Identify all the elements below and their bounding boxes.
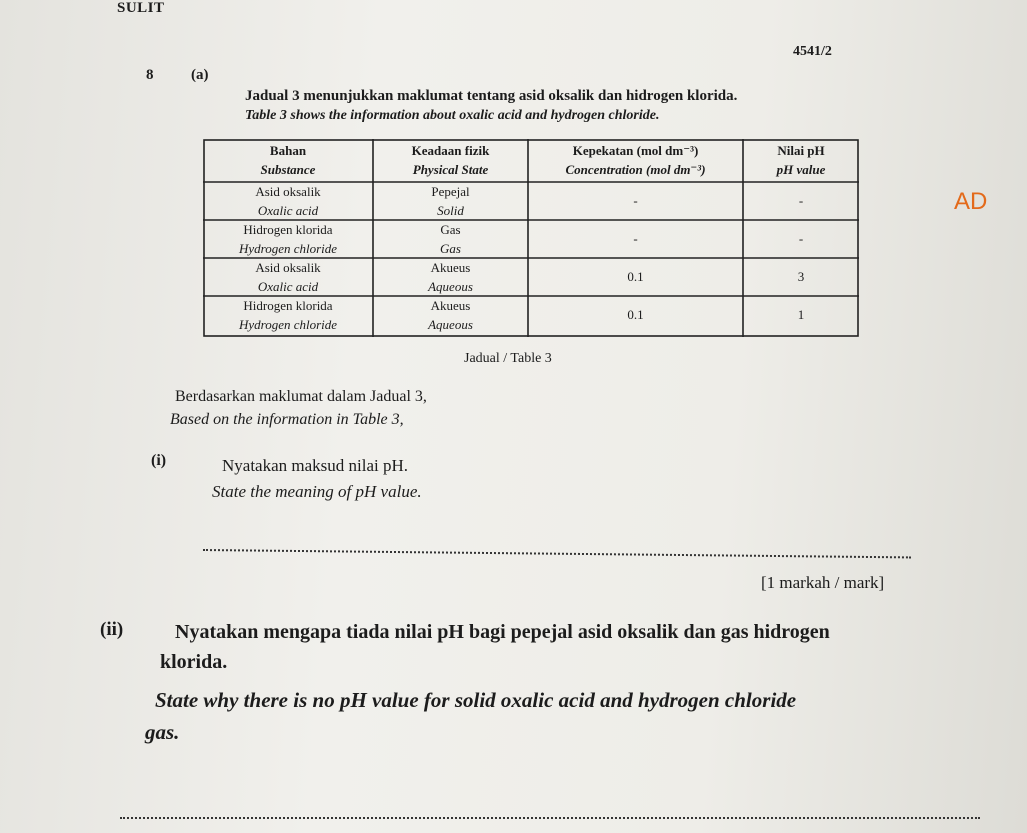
substance-ms: Asid oksalik xyxy=(255,260,321,275)
header-state-en: Physical State xyxy=(412,162,489,177)
substance-ms: Hidrogen klorida xyxy=(243,222,333,237)
based-on-english: Based on the information in Table 3, xyxy=(170,411,404,428)
side-page-fragment-text: AD xyxy=(954,188,988,215)
based-on-malay: Berdasarkan maklumat dalam Jadual 3, xyxy=(175,388,427,405)
header-substance-ms: Bahan xyxy=(269,143,307,158)
state-en: Aqueous xyxy=(428,279,473,294)
answer-line-part-i[interactable] xyxy=(203,549,911,558)
header-ph xyxy=(743,141,859,179)
state-ms: Gas xyxy=(440,222,461,237)
answer-line-part-ii[interactable] xyxy=(120,817,980,819)
table-row-3-ph: 3 xyxy=(797,269,805,284)
substance-en: Oxalic acid xyxy=(257,203,319,218)
data-table xyxy=(203,139,859,337)
table-row-3-state xyxy=(373,258,528,296)
table-row-1-concentration: - xyxy=(633,193,638,208)
part-i-marks: [1 markah / mark] xyxy=(761,573,885,592)
table-row-2-ph: - xyxy=(798,231,804,246)
table-row-2-concentration: - xyxy=(633,231,638,246)
state-en: Solid xyxy=(437,203,464,218)
question-intro-english: Table 3 shows the information about oxalic acid and hydrogen chloride. xyxy=(245,108,660,123)
part-ii-question-malay-line1: Nyatakan mengapa tiada nilai pH bagi pepejal asid oksalik dan gas hidrogen xyxy=(175,621,830,643)
header-ph-en: pH value xyxy=(776,162,826,177)
table-row-1-state xyxy=(373,182,528,220)
header-state xyxy=(373,141,528,179)
substance-en: Hydrogen chloride xyxy=(238,317,338,332)
header-state-ms: Keadaan fizik xyxy=(411,143,490,158)
table-row-2-state xyxy=(373,220,528,258)
question-part-label: (a) xyxy=(191,67,209,83)
header-ph-ms: Nilai pH xyxy=(777,143,825,158)
part-i-label: (i) xyxy=(151,452,167,469)
part-i-question-malay: Nyatakan maksud nilai pH. xyxy=(222,456,409,475)
table-row-4-concentration: 0.1 xyxy=(627,307,644,322)
header-substance-en: Substance xyxy=(260,162,316,177)
part-i-question-english: State the meaning of pH value. xyxy=(212,482,422,501)
state-ms: Akueus xyxy=(430,298,471,313)
header-concentration xyxy=(528,141,743,179)
substance-ms: Asid oksalik xyxy=(255,184,321,199)
table-row-2-substance xyxy=(203,220,373,258)
state-ms: Akueus xyxy=(430,260,471,275)
header-concentration-en: Concentration (mol dm⁻³) xyxy=(565,162,706,177)
question-intro-malay: Jadual 3 menunjukkan maklumat tentang asid oksalik dan hidrogen klorida. xyxy=(245,88,738,104)
substance-en: Oxalic acid xyxy=(257,279,319,294)
sulit-label: SULIT xyxy=(117,0,165,16)
table-row-3-concentration: 0.1 xyxy=(627,269,644,284)
state-en: Gas xyxy=(440,241,461,256)
header-substance xyxy=(203,141,373,179)
table-caption: Jadual / Table 3 xyxy=(464,351,552,366)
table-row-1-substance xyxy=(203,182,373,220)
table-row-4-ph: 1 xyxy=(797,307,805,322)
header-concentration-ms: Kepekatan (mol dm⁻³) xyxy=(572,143,699,158)
part-ii-question-english-line2: gas. xyxy=(145,720,180,744)
table-row-4-substance xyxy=(203,296,373,334)
table-row-3-substance xyxy=(203,258,373,296)
substance-ms: Hidrogen klorida xyxy=(243,298,333,313)
question-number: 8 xyxy=(146,67,154,83)
paper-code: 4541/2 xyxy=(793,44,832,59)
part-ii-question-english-line1: State why there is no pH value for solid oxalic acid and hydrogen chloride xyxy=(155,688,797,712)
part-ii-question-malay-line2: klorida. xyxy=(160,651,228,673)
table-row-1-ph: - xyxy=(798,193,804,208)
substance-en: Hydrogen chloride xyxy=(238,241,338,256)
part-ii-label: (ii) xyxy=(100,619,124,640)
state-en: Aqueous xyxy=(428,317,473,332)
state-ms: Pepejal xyxy=(431,184,470,199)
table-row-4-state xyxy=(373,296,528,334)
